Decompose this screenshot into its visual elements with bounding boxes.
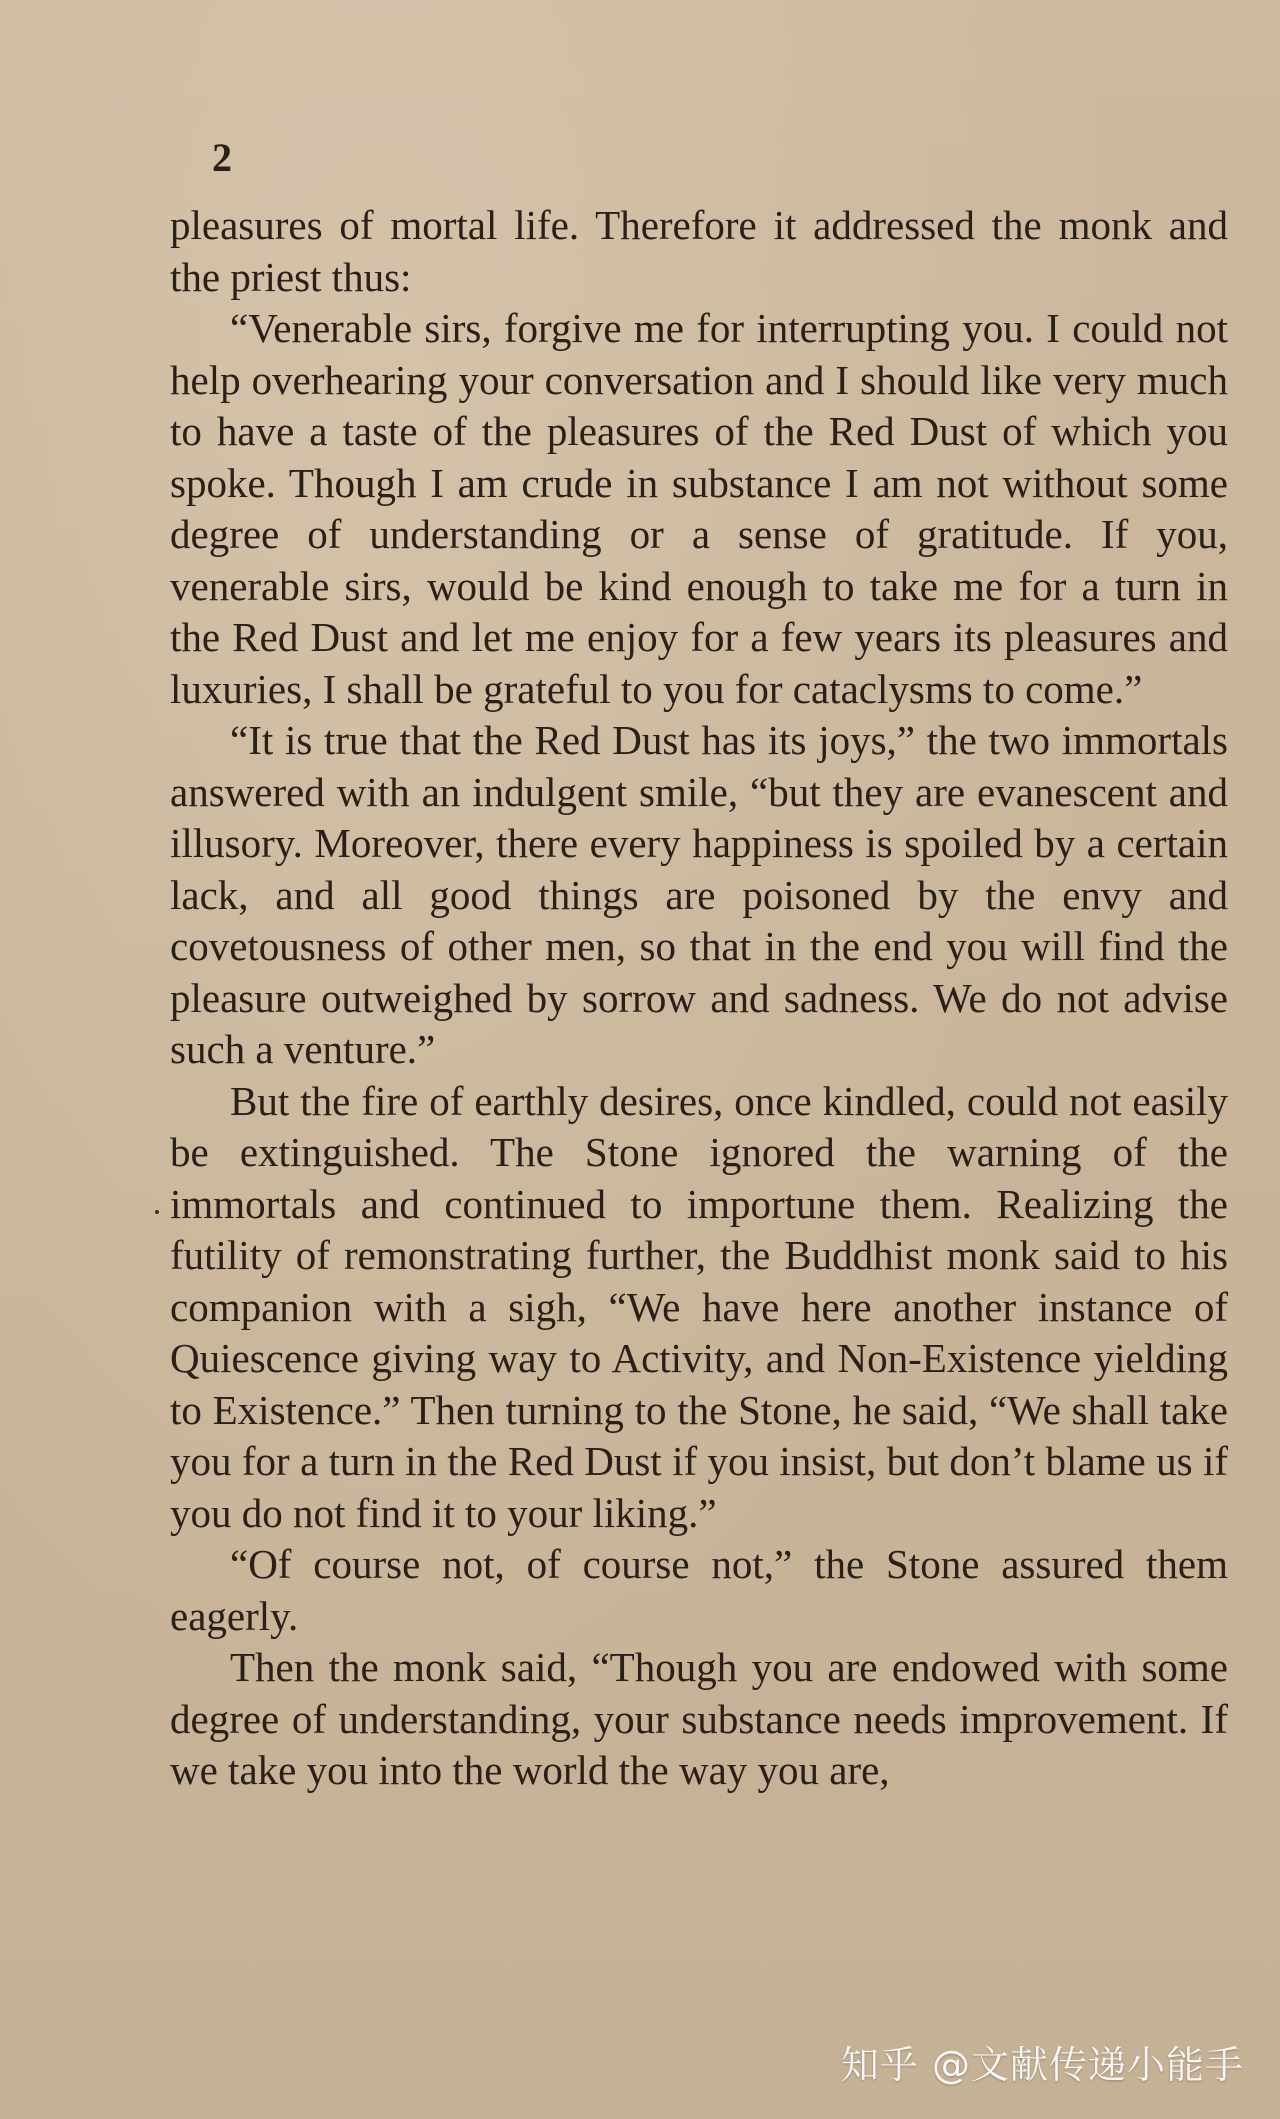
- paragraph-4: But the fire of earthly desires, once kindled, could not easily be extinguished. The Stone ignored the warning of the immortals and continued to importune them. Realizing the futility of remonstrating further, the Buddhist monk said to his companion with a sigh, “We have here another instance of Quiescence giving way to Activity, and Non-Existence yielding to Existence.” Then turning to the Stone, he said, “We shall take you for a turn in the Red Dust if you insist, but don’t blame us if you do not find it to your liking.”: [170, 1077, 1228, 1536]
- body-text: [170, 200, 1228, 1797]
- paper-speck: [155, 1210, 159, 1214]
- watermark: 知乎 @文献传递小能手: [840, 2043, 1244, 2087]
- paragraph-6: Then the monk said, “Though you are endowed with some degree of understanding, your substance needs improvement. If we take you into the world the way you are,: [170, 1644, 1228, 1793]
- paragraph-1: pleasures of mortal life. Therefore it addressed the monk and the priest thus:: [170, 202, 1228, 300]
- paragraph-5: “Of course not, of course not,” the Stone assured them eagerly.: [170, 1541, 1228, 1639]
- paragraph-3: “It is true that the Red Dust has its joys,” the two immortals answered with an indulgent smile, “but they are evanescent and illusory. Moreover, there every happiness is spoiled by a certain lack, and all good things are poisoned by the envy and covetousness of other men, so that in the end you will find the pleasure outweighed by sorrow and sadness. We do not advise such a venture.”: [170, 717, 1228, 1072]
- paragraph-2: “Venerable sirs, forgive me for interrupting you. I could not help overhearing your conversation and I should like very much to have a taste of the pleasures of the Red Dust of which you spoke. Though I am crude in substance I am not without some degree of understanding or a sense of gratitude. If you, venerable sirs, would be kind enough to take me for a turn in the Red Dust and let me enjoy for a few years its pleasures and luxuries, I shall be grateful to you for cataclysms to come.”: [170, 305, 1228, 712]
- page-number: 2: [212, 135, 232, 180]
